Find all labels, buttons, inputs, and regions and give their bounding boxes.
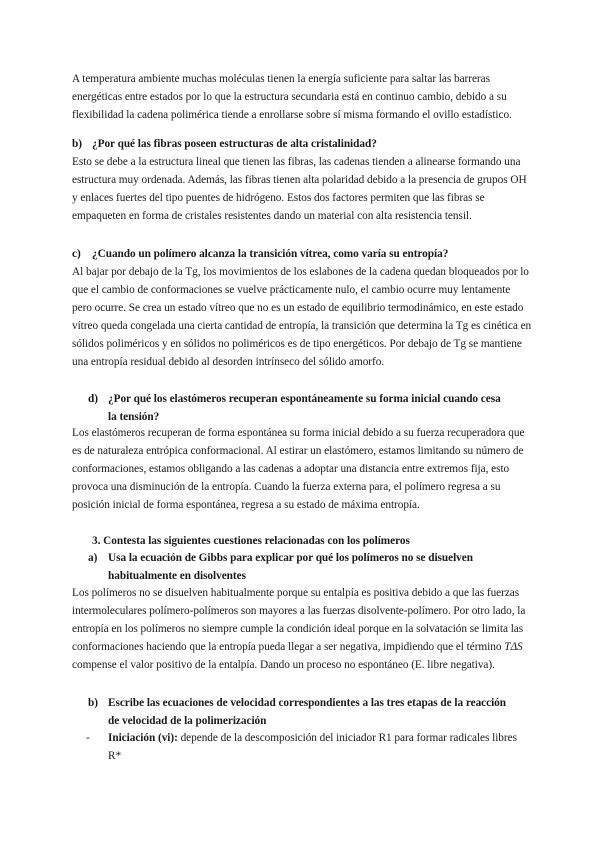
question-b-title-text: ¿Por qué las fibras poseen estructuras de alta cristalinidad? [92,138,377,150]
answer-c-text: Al bajar por debajo de la Tg, los movimientos de los eslabones de la cadena quedan bloqueados por lo que el cambio de conformaciones se vuelve prácticamente nulo, el cambio ocurre muy lentamente pero ocurre. Se crea un estado vítreo que no es un estado de equilibrio termodinámico, en este estado vítreo queda congelada una cierta cantidad de entropía, la transición que determina la Tg es cinética en sólidos poliméricos y en sólidos no poliméricos es de tipo energéticos. Por debajo de Tg se mantiene una entropía residual debido al desorden intrínseco del sólido amorfo. [72,266,532,368]
question-b [72,135,512,153]
answer-3a-part1: Los polímeros no se disuelven habitualmente porque su entalpía es positiva debido a que las fuerzas intermoleculares polímero-polímeros son mayores a las fuerzas disolvente-polímero. Por otro lado, la entropía en los polímeros no siempre cumple la condición ideal porque en la solvatación se limita las conformaciones haciendo que la entropía pueda llegar a ser negativa, impidiendo que el término [72,587,526,653]
answer-3a-math: TΔS [504,641,523,653]
bullet-iniciacion-text [86,729,518,765]
question-c-title [72,245,512,263]
question-3b-title-text: Escribe las ecuaciones de velocidad correspondientes a las tres etapas de la reacción de velocidad de la polimerización [108,697,507,727]
question-3a-label: a) [88,552,98,564]
question-3a-title [88,549,518,585]
question-d-label: d) [88,393,98,405]
question-d [88,390,508,426]
answer-c [72,263,532,371]
answer-3a-text [72,584,532,674]
question-c-label: c) [72,248,81,260]
question-3a-title-text: Usa la ecuación de Gibbs para explicar por qué los polímeros no se disuelven habitualmente en disolventes [108,552,473,582]
question-c [72,245,512,263]
bullet-iniciacion-bold: Iniciación (vi): [108,732,178,744]
answer-b-text: Esto se debe a la estructura lineal que tienen las fibras, las cadenas tienden a alinearse formando una estructura muy ordenada. Además, las fibras tienen alta polaridad debido a la presencia de grupos OH y enlaces fuertes del tipo puentes de hidrógeno. Estos dos factores permiten que las fibras se empaqueten en forma de cristales resistentes dando un material con alta resistencia tensil. [72,156,527,222]
bullet-iniciacion [86,729,518,765]
question-3b [88,694,518,730]
question-3b-title [88,694,518,730]
bullet-iniciacion-desc: depende de la descomposición del iniciador R1 para formar radicales libres R* [108,732,517,762]
section-3-heading [92,532,532,550]
question-b-title [72,135,512,153]
answer-b [72,153,532,225]
question-d-title [88,390,508,426]
answer-3a [72,584,532,674]
intro-text: A temperatura ambiente muchas moléculas tienen la energía suficiente para saltar las barreras energéticas entre estados por lo que la estructura secundaria está en continuo cambio, debido a su flexibilidad la cadena polimérica tiende a enrollarse sobre sí misma formando el ovillo estadístico. [72,73,512,121]
answer-3a-part2: compense el valor positivo de la entalpía. Dando un proceso no espontáneo (E. libre negativa). [72,659,495,671]
intro-paragraph [72,70,532,124]
question-3a [88,549,518,585]
section-3-heading-text: 3. Contesta las siguientes cuestiones relacionadas con los polímeros [92,535,410,547]
answer-d [72,424,532,514]
answer-d-text: Los elastómeros recuperan de forma espontánea su forma inicial debido a su fuerza recuperadora que es de naturaleza entrópica conformacional. Al estirar un elastómero, estamos limitando su número de conformaciones, estamos obligando a las cadenas a adoptar una distancia entre extremos fija, esto provoca una disminución de la entropía. Cuando la fuerza externa para, el polímero regresa a su posición inicial de forma espontánea, regresa a su estado de máxima entropía. [72,427,525,511]
question-c-title-text: ¿Cuando un polímero alcanza la transición vítrea, como varía su entropía? [92,248,449,260]
question-3b-label: b) [88,697,98,709]
question-d-title-text: ¿Por qué los elastómeros recuperan espontáneamente su forma inicial cuando cesa la tensión? [108,393,501,423]
bullet-dash: - [86,732,90,744]
question-b-label: b) [72,138,82,150]
